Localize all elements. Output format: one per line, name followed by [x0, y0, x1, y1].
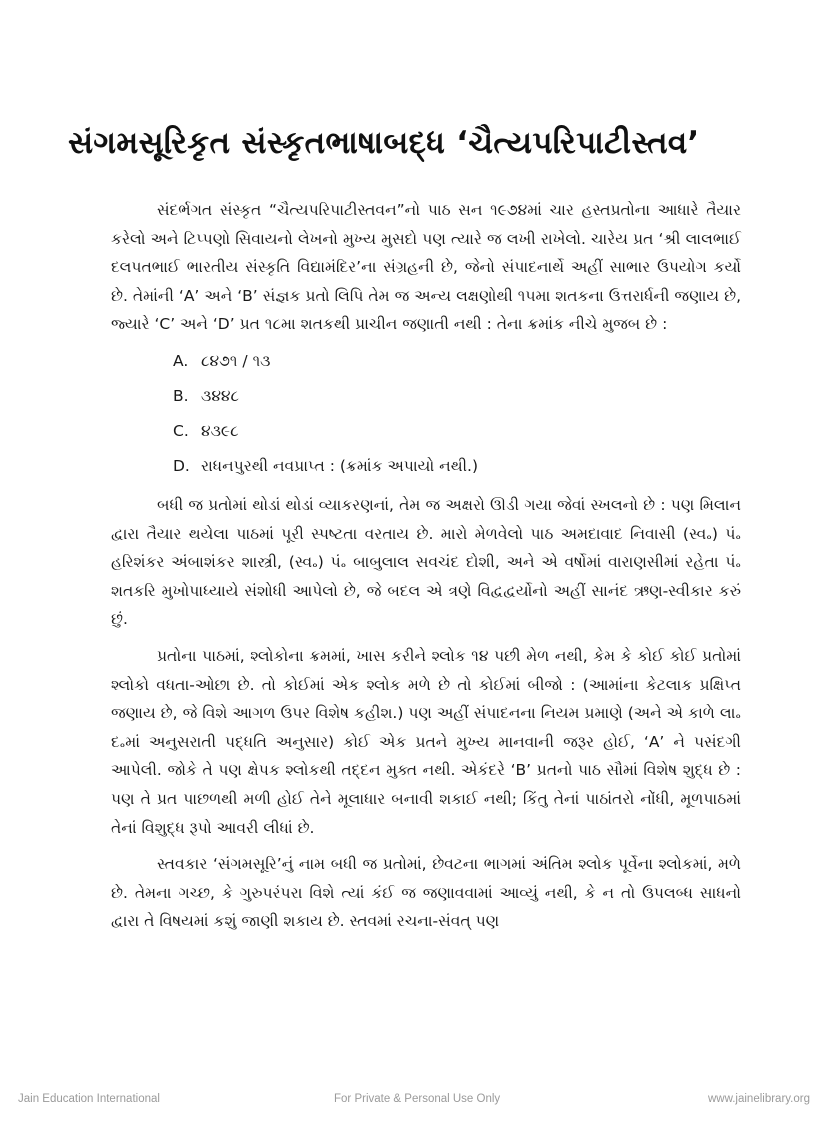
- manuscript-key: C.: [173, 421, 189, 440]
- document-body: [111, 196, 741, 936]
- page-footer: [0, 1093, 828, 1111]
- manuscript-item-d: [173, 456, 741, 476]
- manuscript-item-a: [173, 351, 741, 371]
- manuscript-item-c: [173, 421, 741, 441]
- footer-usage-notice: For Private & Personal Use Only: [334, 1093, 501, 1105]
- footer-website-link[interactable]: www.jainelibrary.org: [707, 1093, 810, 1105]
- paragraph-author: સ્તવકાર ‘સંગમસૂરિ’નું નામ બધી જ પ્રતોમાં, છેવટના ભાગમાં અંતિમ શ્લોક પૂર્વેના શ્લોકમાં, મળે છે. તેમના ગચ્છ, કે ગુરુપરંપરા વિશે ત્યાં કંઈ જ જણાવવામાં આવ્યું નથી, કે ન તો ઉપલબ્ધ સાધનો દ્વારા તે વિષયમાં કશું જાણી શકાય છે. સ્તવમાં રચના-સંવત્ પણ: [111, 855, 741, 931]
- manuscript-item-b: [173, 386, 741, 406]
- paragraph-gap: [111, 842, 741, 850]
- paragraph-verse-order: પ્રતોના પાઠમાં, શ્લોકોના ક્રમમાં, ખાસ કરીને શ્લોક ૧૪ પછી મેળ નથી, કેમ કે કોઈ કોઈ પ્રતોમાં શ્લોકો વધતા-ઓછા છે. તો કોઈમાં એક શ્લોક મળે છે તો કોઈમાં બીજો : (આમાંના કેટલાક પ્રક્ષિપ્ત જણાય છે, જે વિશે આગળ ઉપર વિશેષ કહીશ.) પણ અહીં સંપાદનના નિયમ પ્રમાણે (અને એ કાળે લા૰ દ૰માં અનુસરાતી પદ્ધતિ અનુસાર) કોઈ એક પ્રતને મુખ્ય માનવાની જરૂર હોઈ, ‘A’ ને પસંદગી આપેલી. જોકે તે પણ ક્ષેપક શ્લોકથી તદ્દન મુક્ત નથી. એકંદરે ‘B’ પ્રતનો પાઠ સૌમાં વિશેષ શુદ્ધ છે : પણ તે પ્રત પાછળથી મળી હોઈ તેને મૂલાધાર બનાવી શકાઈ નથી; કિંતુ તેનાં પાઠાંતરો નોંધી, મૂળપાઠમાં તેનાં વિશુદ્ધ રૂપો આવરી લીધાં છે.: [111, 646, 741, 837]
- manuscript-key: A.: [173, 351, 189, 370]
- manuscript-value: ૮૪૭૧ / ૧૩: [201, 351, 271, 370]
- footer-publisher: Jain Education International: [18, 1093, 160, 1105]
- manuscript-list: [111, 351, 741, 476]
- paragraph-errors: બધી જ પ્રતોમાં થોડાં થોડાં વ્યાકરણનાં, તેમ જ અક્ષરો ઊડી ગયા જેવાં સ્ખલનો છે : પણ મિલાન દ્વારા તૈયાર થયેલા પાઠમાં પૂરી સ્પષ્ટતા વરતાય છે. મારો મેળવેલો પાઠ અમદાવાદ નિવાસી (સ્વ૰) પં૰ હરિશંકર અંબાશંકર શાસ્ત્રી, (સ્વ૰) પં૰ બાબુલાલ સવચંદ દોશી, અને એ વર્ષોમાં વારાણસીમાં રહેતા પં૰ શતકરિ મુખોપાધ્યાયે સંશોધી આપેલો છે, જે બદલ એ ત્રણે વિદ્વદ્વર્યોનો અહીં સાનંદ ઋણ-સ્વીકાર કરું છું.: [111, 495, 741, 629]
- paragraph-intro: સંદર્ભગત સંસ્કૃત “ચૈત્યપરિપાટીસ્તવન”નો પાઠ સન ૧૯૭૪માં ચાર હસ્તપ્રતોના આધારે તૈયાર કરેલો અને ટિપ્પણો સિવાયનો લેખનો મુખ્ય મુસદો પણ ત્યારે જ લખી રાખેલો. ચારેય પ્રત ‘શ્રી લાલભાઈ દલપતભાઈ ભારતીય સંસ્કૃતિ વિદ્યામંદિર’ના સંગ્રહની છે, જેનો સંપાદનાર્થે અહીં સાભાર ઉપયોગ કર્યો છે. તેમાંની ‘A’ અને ‘B’ સંજ્ઞક પ્રતો લિપિ તેમ જ અન્ય લક્ષણોથી ૧૫મા શતકના ઉત્તરાર્ધની જણાય છે, જ્યારે ‘C’ અને ‘D’ પ્રત ૧૮મા શતકથી પ્રાચીન જણાતી નથી : તેના ક્રમાંક નીચે મુજબ છે :: [111, 201, 741, 334]
- manuscript-value: ૪૩૯૮: [201, 421, 239, 440]
- manuscript-key: D.: [173, 456, 190, 475]
- paragraph-gap: [111, 634, 741, 642]
- page-title: સંગમસૂરિકૃત સંસ્કૃતભાષાબદ્ધ ‘ચૈત્યપરિપાટીસ્તવ’: [68, 124, 700, 161]
- manuscript-value: ૩૪૪૮: [201, 386, 240, 405]
- manuscript-value: રાધનપુરથી નવપ્રાપ્ત : (ક્રમાંક અપાયો નથી.): [201, 456, 479, 475]
- manuscript-key: B.: [173, 386, 189, 405]
